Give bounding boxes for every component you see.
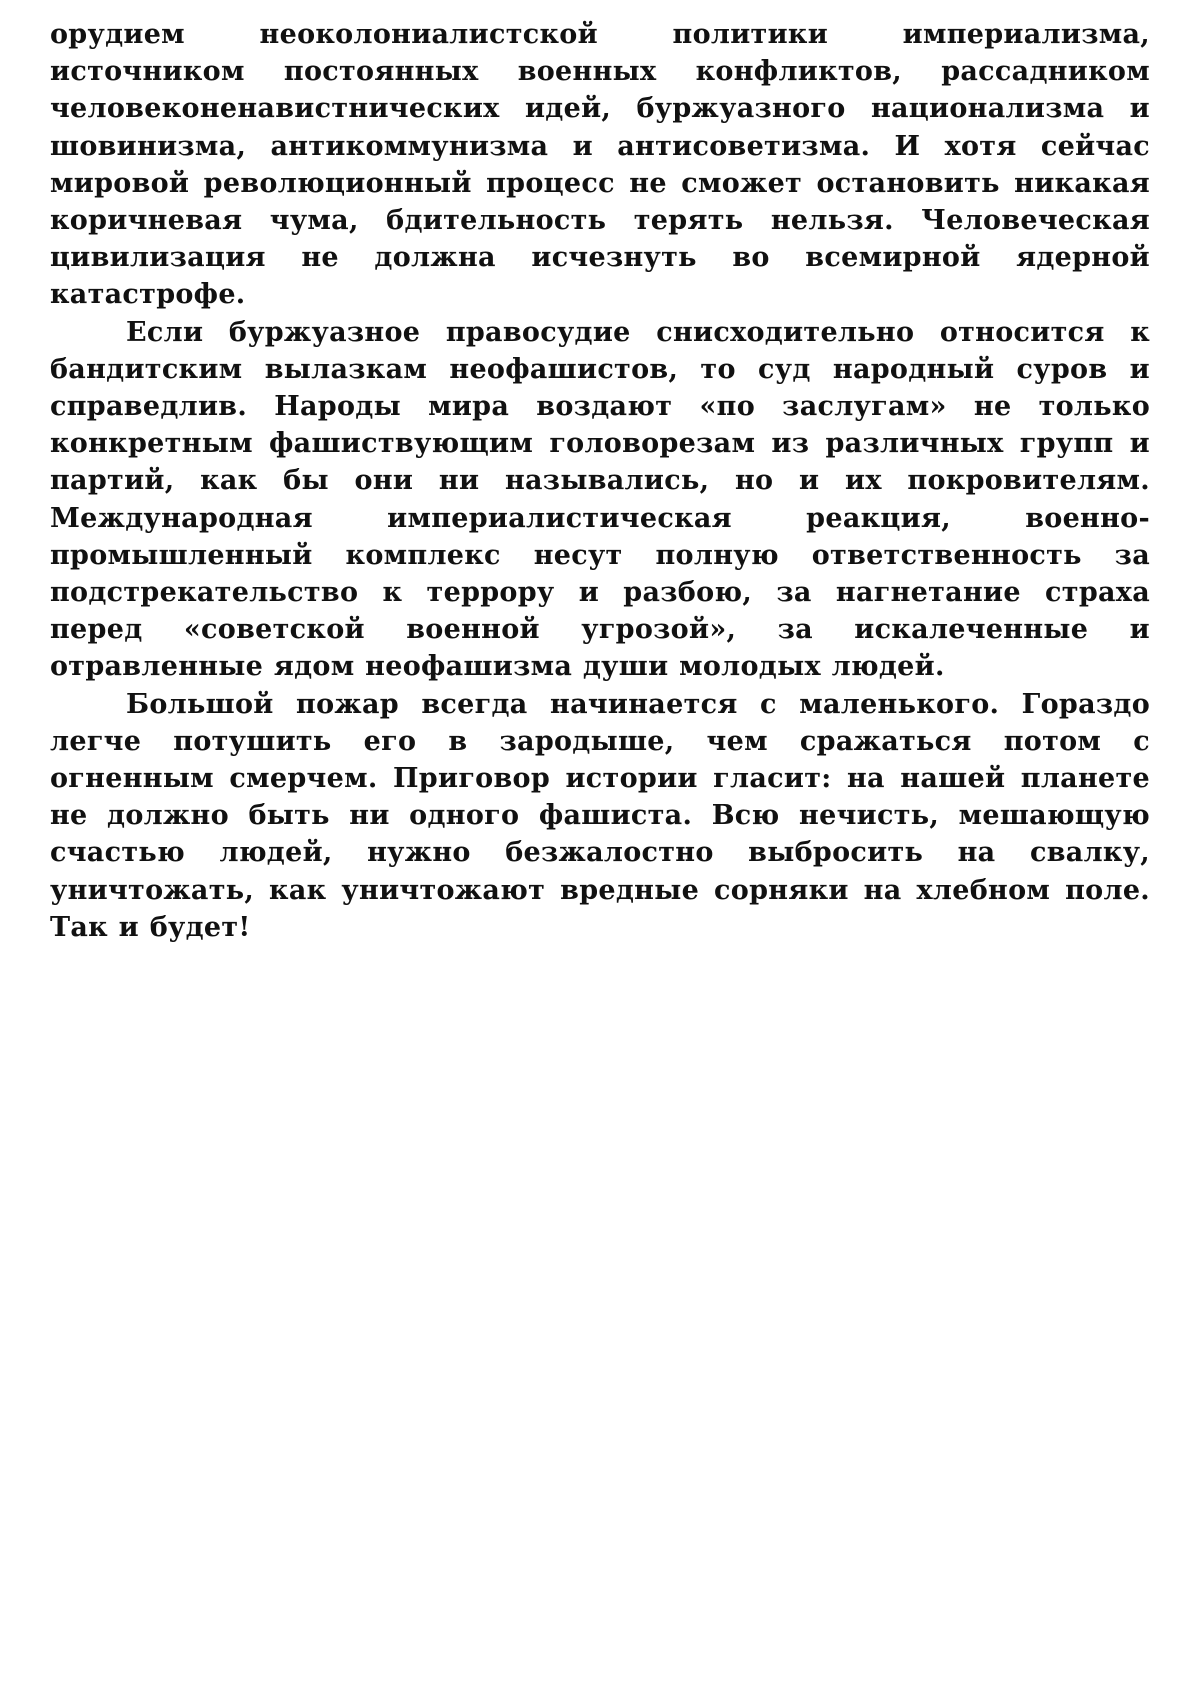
paragraph-3: Большой пожар всегда начинается с маленького. Гораздо легче потушить его в зародыше, чем сражаться потом с огненным смерчем. Приговор истории гласит: на нашей планете не должно быть ни одного фашиста. Всю нечисть, мешающую счастью людей, нужно безжалостно выбросить на свалку, уничтожать, как уничтожают вредные сорняки на хлебном поле. Так и будет! [50,688,1150,943]
body-text [50,16,1150,946]
paragraph-2: Если буржуазное правосудие снисходительно относится к бандитским вылазкам неофашистов, то суд народный суров и справедлив. Народы мира воздают «по заслугам» не только конкретным фашиствующим головорезам из различных групп и партий, как бы они ни назывались, но и их покровителям. Международная империалистическая реакция, военно-промышленный комплекс несут полную ответственность за подстрекательство к террору и разбою, за нагнетание страха перед «советской военной угрозой», за искалеченные и отравленные ядом неофашизма души молодых людей. [50,316,1150,683]
paragraph-1: орудием неоколониалистской политики империализма, источником постоянных военных конфликтов, рассадником человеконенавистнических идей, буржуазного национализма и шовинизма, антикоммунизма и антисоветизма. И хотя сейчас мировой революционный процесс не сможет остановить никакая коричневая чума, бдительность терять нельзя. Человеческая цивилизация не должна исчезнуть во всемирной ядерной катастрофе. [50,19,1150,311]
